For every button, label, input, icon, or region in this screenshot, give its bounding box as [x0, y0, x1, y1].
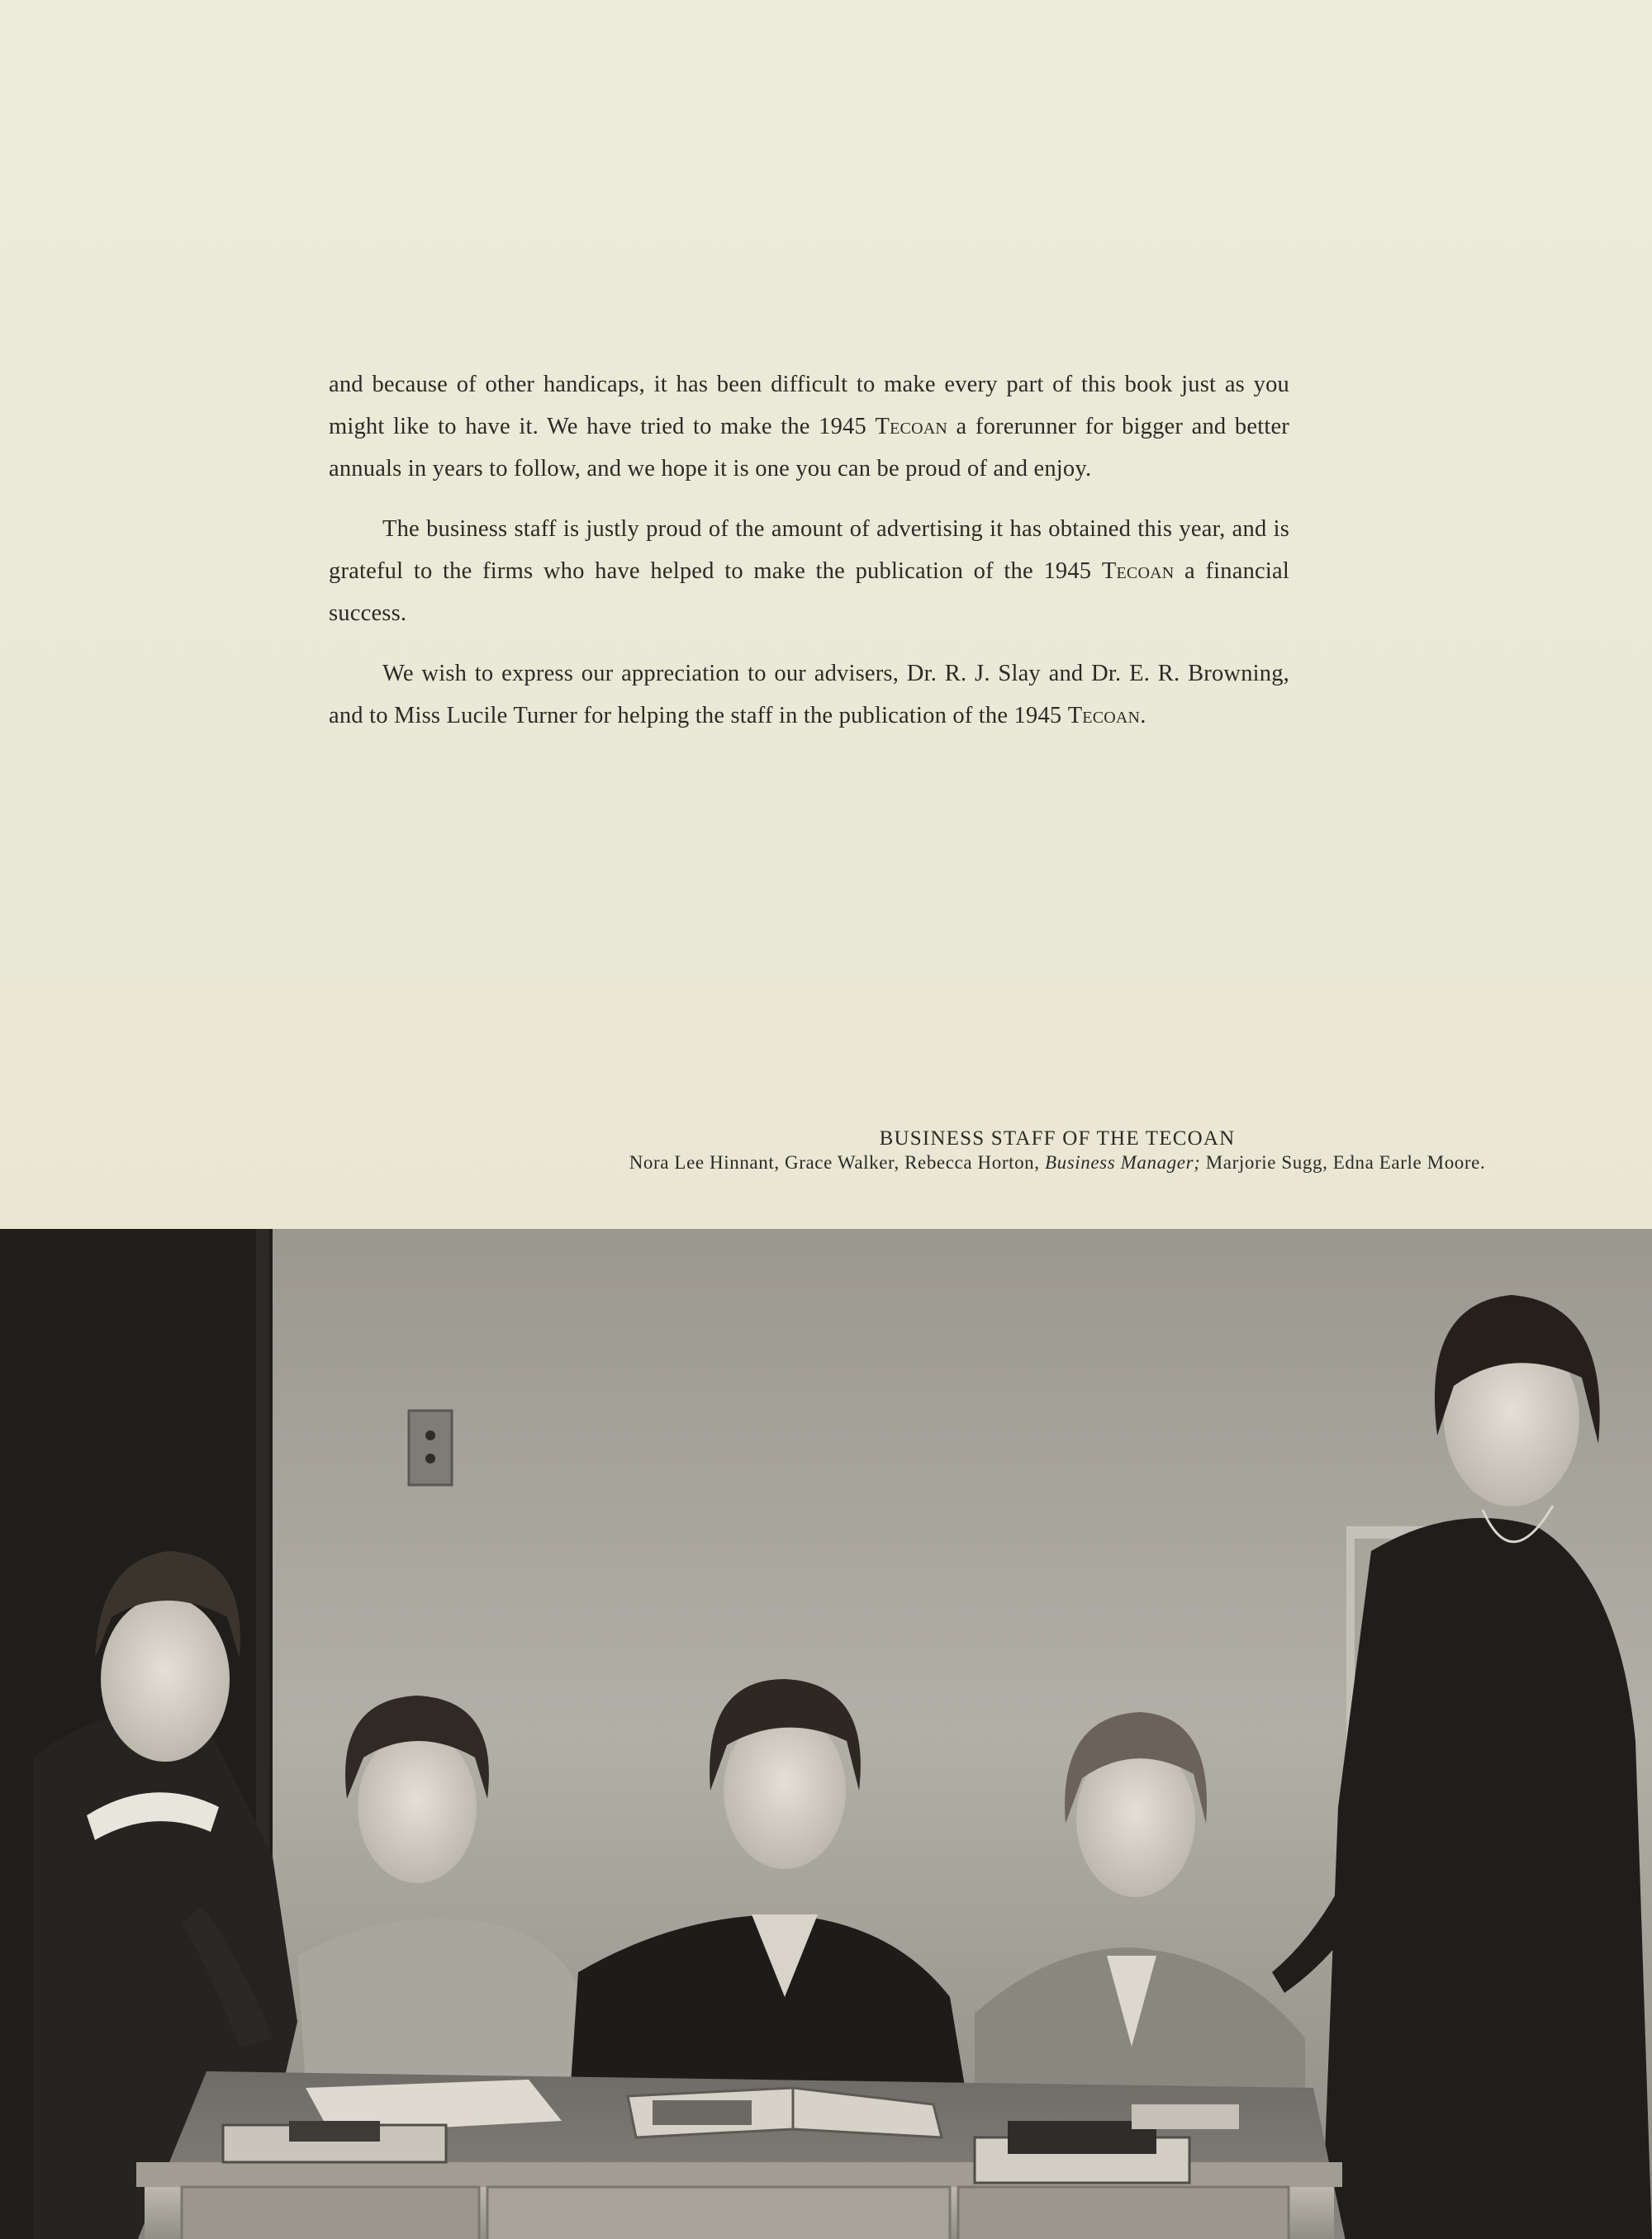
business-staff-photo	[0, 1229, 1652, 2239]
paragraph-1: and because of other handicaps, it has been difficult to make every part of this book just as you might like to have it. We have tried to make the 1945 Tecoan a forerunner for bigger and better annuals in years to follow, and we hope it is one you can be proud of and enjoy.	[329, 372, 1289, 481]
photo-caption	[628, 1127, 1487, 1174]
tecoan-name: Tecoan	[875, 414, 947, 439]
tecoan-name: Tecoan	[1067, 703, 1141, 728]
caption-names: Nora Lee Hinnant, Grace Walker, Rebecca Horton, Business Manager; Marjorie Sugg, Edna Earle Moore.	[629, 1152, 1486, 1173]
caption-title: BUSINESS STAFF OF THE TECOAN	[879, 1127, 1236, 1150]
body-text	[329, 363, 1289, 755]
tecoan-name: Tecoan	[1101, 558, 1175, 584]
paragraph-2: The business staff is justly proud of the amount of advertising it has obtained this year, and is grateful to the firms who have helped to make the publication of the 1945 Tecoan a financial success.	[329, 516, 1289, 626]
caption-role: Business Manager;	[1044, 1152, 1201, 1173]
paragraph-3: We wish to express our appreciation to our advisers, Dr. R. J. Slay and Dr. E. R. Browning, and to Miss Lucile Turner for helping the staff in the publication of the 1945 Tecoan.	[329, 661, 1289, 728]
